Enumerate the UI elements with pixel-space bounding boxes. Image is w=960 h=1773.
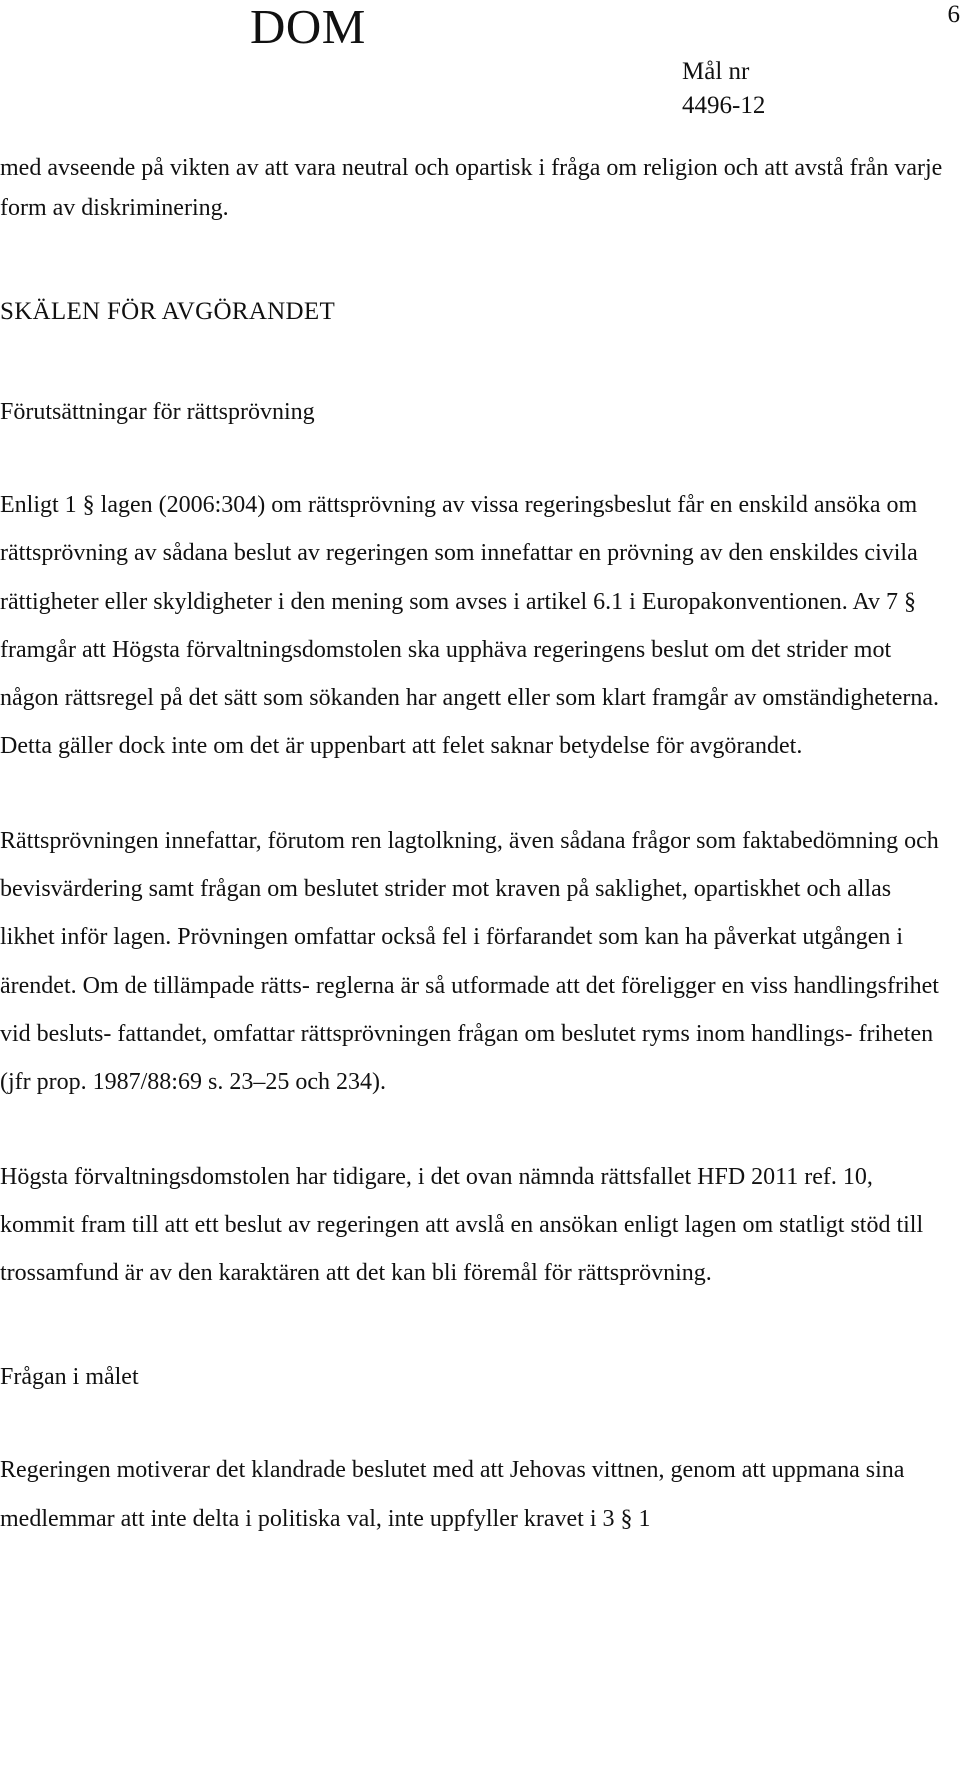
document-type-title: DOM [250,0,366,54]
section-heading: SKÄLEN FÖR AVGÖRANDET [0,298,336,325]
case-reference [682,55,765,123]
subheading-prerequisites: Förutsättningar för rättsprövning [0,399,315,425]
case-number: 4496-12 [682,92,766,119]
paragraph-legal-basis: Enligt 1 § lagen (2006:304) om rättsprövning av vissa regeringsbeslut får en enskild ansöka om rättsprövning av sådana beslut av regeringen som innefattar en prövning av den enskildes civila rättigheter eller skyldigheter i den mening som avses i artikel 6.1 i Europakonventionen. Av 7 § framgår att Högsta förvaltningsdomstolen ska upphäva regeringens beslut om det strider mot någon rättsregel på det sätt som sökanden har angett eller som klart framgår av omständigheterna. Detta gäller dock inte om det är uppenbart att felet saknar betydelse för avgörandet. [0,492,940,760]
intro-paragraph: med avseende på vikten av att vara neutral och opartisk i fråga om religion och att avstå från varje form av diskriminering. [0,155,943,221]
subheading-question: Frågan i målet [0,1364,139,1391]
document-body [0,148,945,1543]
paragraph-precedent: Högsta förvaltningsdomstolen har tidigare, i det ovan nämnda rättsfallet HFD 2011 ref. 10, kommit fram till att ett beslut av regeringen att avslå en ansökan enligt lagen om statligt stöd till trossamfund är av den karaktären att det kan bli föremål för rättsprövning. [0,1163,924,1287]
paragraph-review-scope: Rättsprövningen innefattar, förutom ren lagtolkning, även sådana frågor som faktabedömning och bevisvärdering samt frågan om beslutet strider mot kraven på saklighet, opartiskhet och allas likhet inför lagen. Prövningen omfattar också fel i förfarandet som kan ha påverkat utgången i ärendet. Om de tillämpade rätts- reglerna är så utformade att det föreligger en viss handlingsfrihet vid besluts- fattandet, omfattar rättsprövningen frågan om beslutet ryms inom handlings- friheten (jfr prop. 1987/88:69 s. 23–25 och 234). [0,827,939,1096]
page-number: 6 [947,1,960,28]
paragraph-government-reasoning: Regeringen motiverar det klandrade beslutet med att Jehovas vittnen, genom att uppmana sina medlemmar att inte delta i politiska val, inte uppfyller kravet i 3 § 1 [0,1457,905,1532]
case-number-label: Mål nr [682,58,750,85]
